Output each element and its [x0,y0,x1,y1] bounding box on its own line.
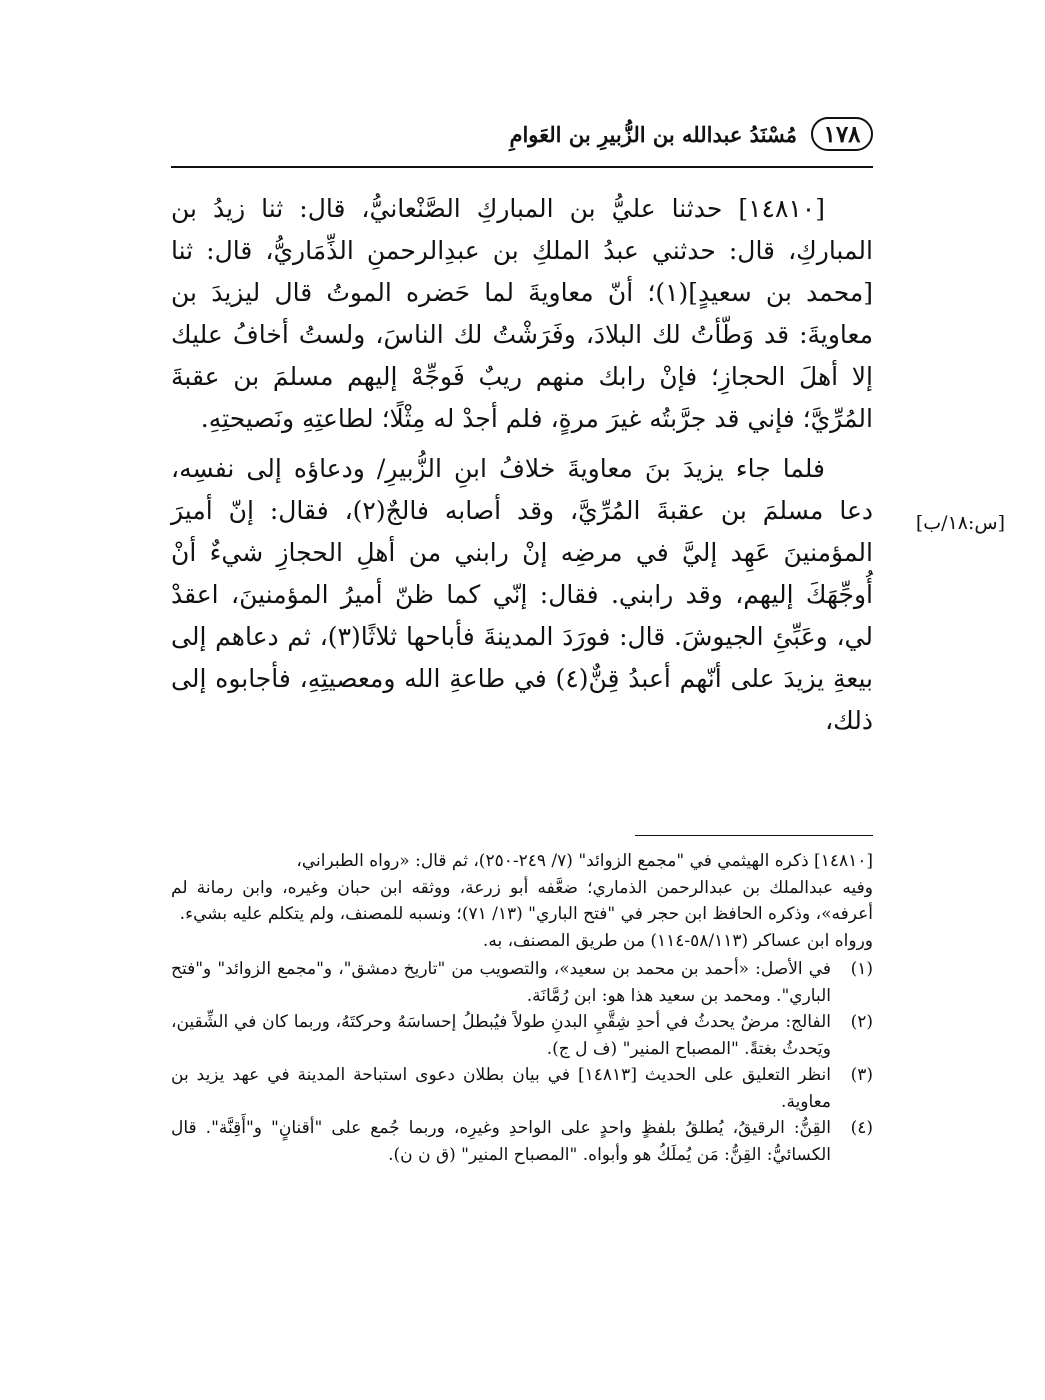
footnote-number: (٢) [850,1012,873,1032]
hadith-paragraph: [١٤٨١٠] حدثنا عليُّ بن المباركِ الصَّنْعانيُّ، قال: ثنا زيدُ بن المباركِ، قال: حدثني عبدُ الملكِ بن عبدِالرحمنِ الذِّمَاريُّ، قال: ثنا [محمد بن سعيدٍ](١)؛ أنّ معاويةَ لما حَضره الموتُ قال ليزيدَ بن معاويةَ: قد وَطّأتُ لك البلادَ، وفَرَشْتُ لك الناسَ، ولستُ أخافُ عليك إلا أهلَ الحجازِ؛ فإنْ رابك منهم ريبٌ فَوجِّهْ إليهم مسلمَ بن عقبةَ المُرِّيَّ؛ فإني قد جرَّبتُه غيرَ مرةٍ، فلم أجدْ له مِثْلًا؛ لطاعتِهِ ونَصيحتِهِ. [171,194,873,433]
footnote-text: انظر التعليق على الحديث [١٤٨١٣] في بيان بطلان دعوى استباحة المدينة في عهد يزيد بن معاوية. [171,1065,831,1112]
footnote-item [171,1009,873,1062]
footnote-item [171,1115,873,1168]
takhrij-last-line: ورواه ابن عساكر (٥٨/١١٣-١١٤) من طريق المصنف، به. [482,930,873,951]
footnote-text: القِنُّ: الرقيقُ، يُطلقُ بلفظٍ واحدٍ على الواحدِ وغيرِه، وربما جُمع على "أقنانٍ" و"أَقِنَّة". قال الكسائيُّ: القِنُّ: مَن يُملَكُ هو وأبواه. "المصباح المنير" (ق ن ن). [171,1118,831,1165]
manuscript-margin-note: [س:١٨/ب] [915,512,1005,534]
page-number-badge: ١٧٨ [811,117,873,151]
main-text [171,188,873,742]
takhrij-first-line: [١٤٨١٠] ذكره الهيثمي في "مجمع الزوائد" (٧/ ٢٤٩-٢٥٠)، ثم قال: «رواه الطبراني، [296,851,873,871]
running-title: مُسْنَدُ عبدالله بن الزُّبيرِ بن العَوامِ [509,121,797,147]
narrative-paragraph: فلما جاء يزيدَ بنَ معاويةَ خلافُ ابنِ الزُّبيرِ/ ودعاؤه إلى نفسِه، دعا مسلمَ بن عقبةَ المُرِّيَّ، وقد أصابه فالجٌ(٢)، فقال: إنّ أميرَ المؤمنينَ عَهِد إليَّ في مرضِه إنْ رابني من أهلِ الحجازِ شيءٌ أنْ أُوجِّهَكَ إليهم، وقد رابني. فقال: إنّي كما ظنّ أميرُ المؤمنينَ، اعقدْ لي، وعَبِّئِ الجيوشَ. قال: فورَدَ المدينةَ فأباحها ثلاثًا(٣)، ثم دعاهم إلى بيعةِ يزيدَ على أنّهم أعبدُ قِنٌّ(٤) في طاعةِ الله ومعصيتِهِ، فأجابوه إلى ذلك، [171,454,873,735]
takhrij-note [171,848,873,954]
footnote-text: في الأصل: «أحمد بن محمد بن سعيد»، والتصويب من "تاريخ دمشق"، و"مجمع الزوائد" و"فتح الباري". ومحمد بن سعيد هذا هو: ابن رُمَّانَة. [171,959,831,1006]
footnote-item [171,1062,873,1115]
footnote-text: الفالج: مرضٌ يحدثُ في أحدِ شِقَّيِ البدنِ طولاً فيُبطلُ إحساسَهُ وحركتَهُ، وربما كان في الشِّقين، ويَحدثُ بغتةً. "المصباح المنير" (ف ل ج). [171,1012,831,1059]
page-header [171,114,873,154]
footnote-number: (٣) [850,1065,873,1085]
header-divider [171,166,873,168]
footnote-number: (٤) [850,1118,873,1138]
takhrij-continuation: وفيه عبدالملك بن عبدالرحمن الذماري؛ ضعَّفه أبو زرعة، ووثقه ابن حبان وغيره، وابن رمانة لم أعرفه»، وذكره الحافظ ابن حجر في "فتح الباري" (١٣/ ٧١)؛ ونسبه للمصنف، ولم يتكلم عليه بشيء. [171,877,873,924]
footnote-item [171,956,873,1009]
footnotes [171,848,873,1168]
footnote-divider [635,835,873,836]
footnote-number: (١) [850,959,873,979]
